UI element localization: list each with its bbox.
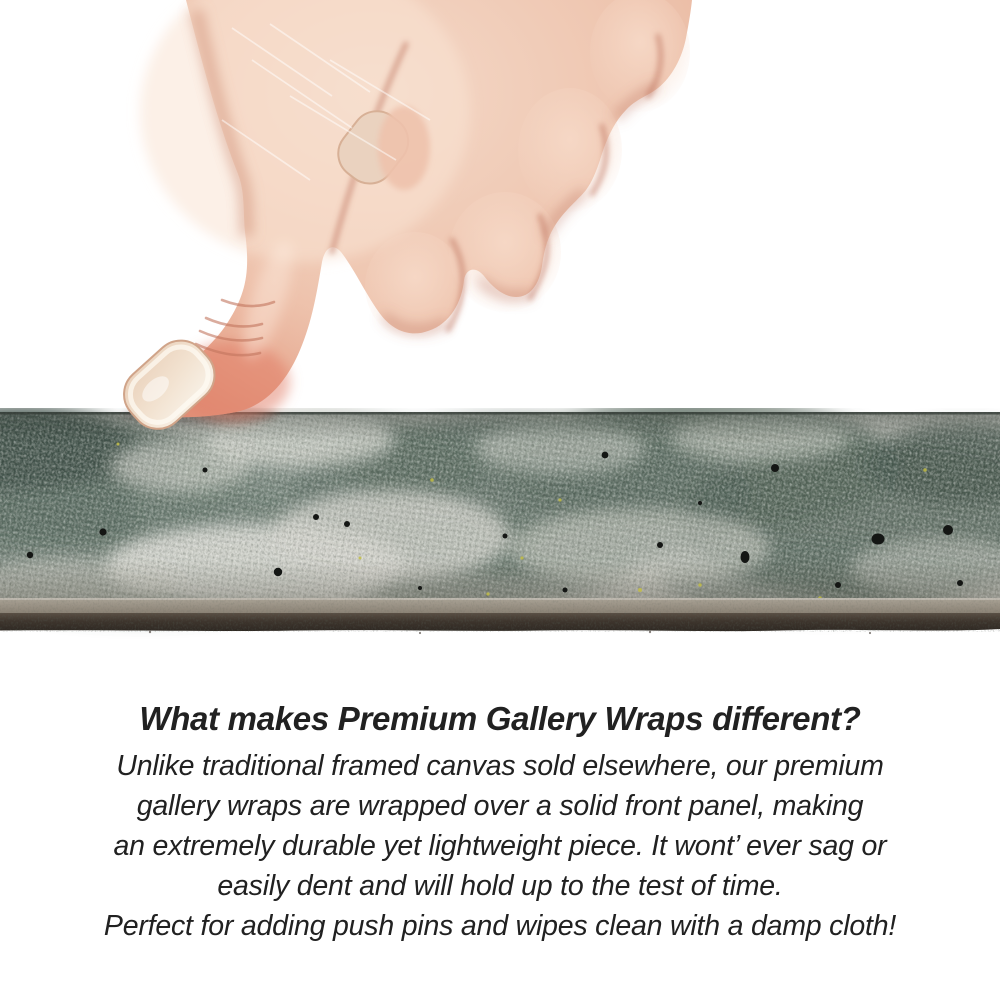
- body-line-5: Perfect for adding push pins and wipes clean with a damp cloth!: [103, 910, 897, 942]
- canvas-bottom-edge: [0, 598, 1000, 634]
- body-line-3: an extremely durable yet lightweight piece. It wont’ ever sag or: [113, 830, 887, 862]
- hand-silhouette: [113, 0, 692, 440]
- body-line-1: Unlike traditional framed canvas sold elsewhere, our premium: [116, 750, 884, 782]
- body-line-4: easily dent and will hold up to the test of time.: [217, 870, 783, 902]
- canvas-strip: [0, 408, 1000, 640]
- body-line-2: gallery wraps are wrapped over a solid front panel, making: [136, 790, 864, 822]
- hand-illustration: [0, 0, 1000, 440]
- headline: What makes Premium Gallery Wraps different?: [139, 700, 861, 737]
- marketing-copy: [0, 697, 1000, 946]
